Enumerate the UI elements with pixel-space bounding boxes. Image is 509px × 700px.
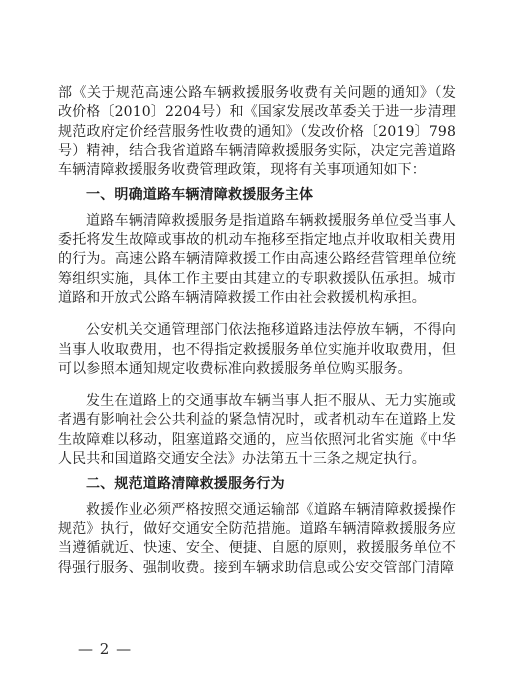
spacer (58, 379, 456, 392)
section-heading-2: 二、规范道路清障救援服务行为 (86, 476, 285, 493)
intro-paragraph: 部《关于规范高速公路车辆救援服务收费有关问题的通知》（发改价格〔2010〕2204号）和《国家发展改革委关于进一步清理规范政府定价经营服务性收费的通知》（发改价格〔2019〕798号）精神，结合我省道路车辆清障救援服务实际，决定完善道路车辆清障救援服务收费管理政策，现将有关事项通知如下： (58, 85, 456, 179)
section-heading-1: 一、明确道路车辆清障救援服务主体 (86, 187, 314, 204)
section1-paragraph-3: 发生在道路上的交通事故车辆当事人拒不服从、无力实施或者遇有影响社会公共利益的紧急情况时，或者机动车在道路上发生故障难以移动，阻塞道路交通的，应当依照河北省实施《中华人民共和国道路交通安全法》办法第五十三条之规定执行。 (58, 393, 456, 468)
section2-paragraph-1: 救援作业必须严格按照交通运输部《道路车辆清障救援操作规范》执行，做好交通安全防范措施。道路车辆清障救援服务应当遵循就近、快速、安全、便捷、自愿的原则，救援服务单位不得强行服务、强制收费。接到车辆求助信息或公安交管部门清障 (58, 501, 456, 576)
page-number: — 2 — (78, 640, 133, 658)
section1-paragraph-1: 道路车辆清障救援服务是指道路车辆救援服务单位受当事人委托将发生故障或事故的机动车拖移至指定地点并收取相关费用的行为。高速公路车辆清障救援工作由高速公路经营管理单位统筹组织实施，具体工作主要由其建立的专职救援队伍承担。城市道路和开放式公路车辆清障救援工作由社会救援机构承担。 (58, 212, 456, 306)
spacer (58, 308, 456, 321)
document-body (58, 84, 456, 578)
section1-paragraph-2: 公安机关交通管理部门依法拖移道路违法停放车辆，不得向当事人收取费用，也不得指定救援服务单位实施并收取费用，但可以参照本通知规定收费标准向救援服务单位购买服务。 (58, 322, 456, 377)
